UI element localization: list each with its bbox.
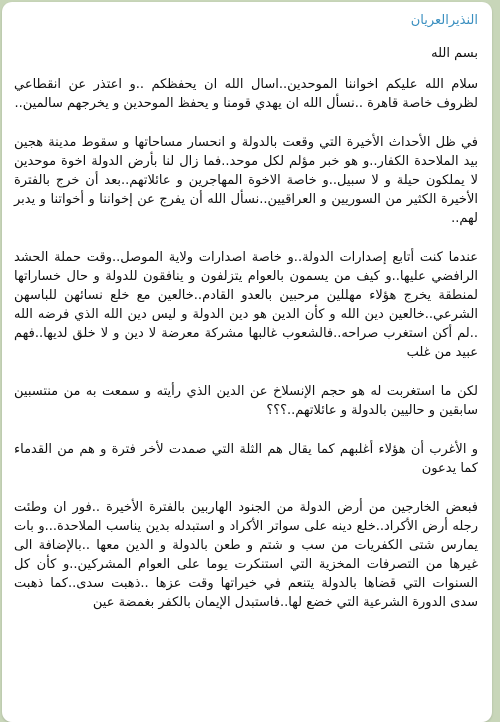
message-paragraph: بسم الله: [431, 46, 478, 61]
message-paragraph: فبعض الخارجين من أرض الدولة من الجنود الهاربين بالفترة الأخيرة ..فور ان وطئت رجله أرض الأكراد..خلع دينه على سواتر الأكراد و استبدله بدين يناسب الملاحدة...و بات يمارس شتى الكفريات من سب و شتم و طعن بالدولة و الدين معها ..بالإضافة الى غيرها من التصرفات المخزية التي استنكرت يوما على العوام المشركين..و كأن كل السنوات التي قضاها بالدولة يتنعم في خيراتها وقت عزها ..ذهبت سدى..كما ذهبت سدى الدورة الشرعية التي خضع لها..فاستبدل الإيمان بالكفر بغمضة عين: [14, 500, 478, 610]
message-bubble: [2, 2, 492, 722]
message-paragraph: سلام الله عليكم اخواننا الموحدين..اسال الله ان يحفظكم ..و اعتذر عن انقطاعي لظروف خاصة قاهرة ..نسأل الله ان يهدي قومنا و يحفظ الموحدين و يخرجهم سالمين..: [14, 77, 478, 111]
message-paragraph: لكن ما استغربت له هو حجم الإنسلاخ عن الدين الذي رأيته و سمعت به من منتسبين سابقين و حاليين بالدولة و عائلاتهم..؟؟؟: [14, 384, 478, 418]
sender-name[interactable]: النذيرالعريان: [410, 13, 478, 28]
message-paragraph: و الأغرب أن هؤلاء أغلبهم كما يقال هم الثلة التي صمدت لأخر فترة و هم من القدماء كما يدعون: [14, 442, 478, 476]
message-paragraph: عندما كنت أتابع إصدارات الدولة..و خاصة اصدارات ولاية الموصل..وقت حملة الحشد الرافضي عليها..و كيف من يسمون بالعوام يتزلفون و ينافقون للدولة و حال خساراتها لمنطقة يخرج هؤلاء مهللين مرحبين بالعدو القادم..خالعين مع خلع نسائهن للباسهن الشرعي..خالعين دين الله و كأن الدين هو دين الدولة و ليس دين الله الذي فرضه الله ..لم أكن استغرب صراحه..فالشعوب غالبها مشركة معرضة لا دين و لا خلق لديها..فهم عبيد من غلب: [14, 250, 478, 360]
message-paragraph: في ظل الأحداث الأخيرة التي وقعت بالدولة و انحسار مساحاتها و سقوط مدينة هجين بيد الملاحدة الكفار..و هو خبر مؤلم لكل موحد..فما زال لنا بأرض الدولة اخوة موحدين لا يملكون حيلة و لا سبيل..و خاصة الاخوة المهاجرين و عائلاتهم..بعد أن خرج بالفترة الأخيرة الكثير من السوريين و العراقيين..نسأل الله أن يفرج عن إخواننا و أخواتنا و يدبر لهم..: [14, 135, 478, 226]
